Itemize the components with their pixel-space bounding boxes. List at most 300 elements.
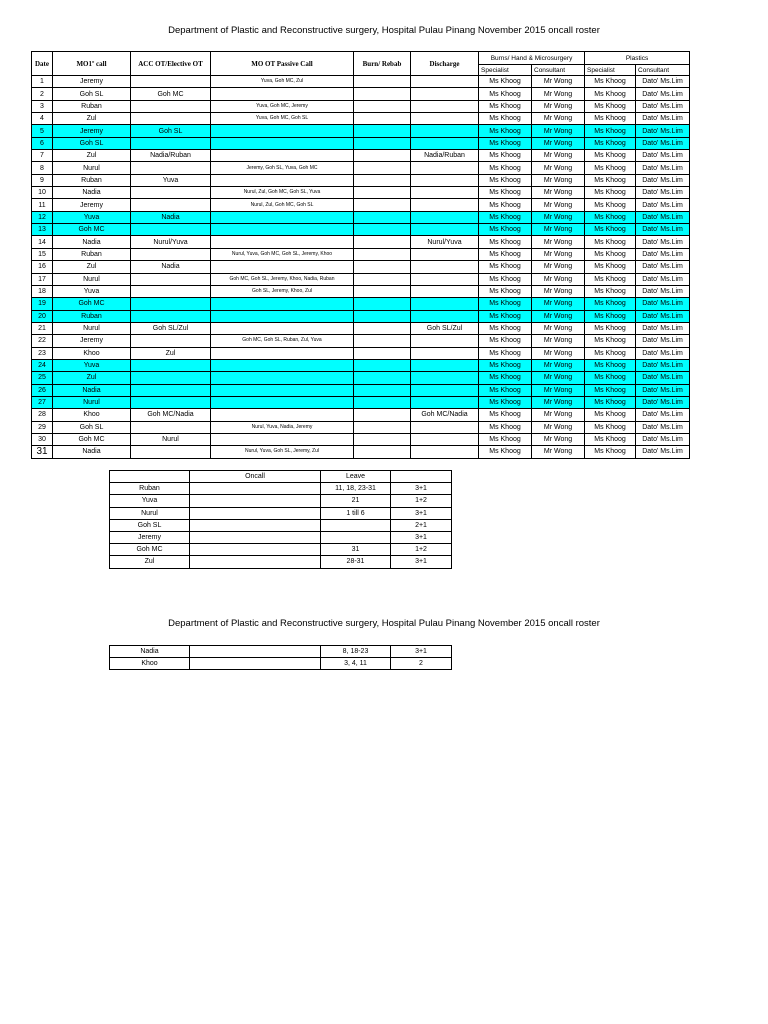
cell-burns-consultant: Mr Wong — [532, 137, 585, 149]
cell-plastics-consultant: Dato' Ms.Lim — [636, 421, 690, 433]
cell-burns-specialist: Ms Khoog — [479, 273, 532, 285]
header-plastics-group: Plastics — [585, 52, 690, 65]
cell-burns-consultant: Mr Wong — [532, 384, 585, 396]
cell-plastics-specialist: Ms Khoog — [585, 446, 636, 458]
cell-acc-ot: Goh SL/Zul — [131, 322, 211, 334]
cell-mo-ot-passive — [211, 137, 354, 149]
cell-date: 10 — [32, 187, 53, 199]
cell-discharge: Nurul/Yuva — [411, 236, 479, 248]
leave-cell-leave: 28-31 — [321, 556, 391, 568]
cell-plastics-consultant: Dato' Ms.Lim — [636, 88, 690, 100]
roster-row — [32, 273, 690, 285]
cell-discharge — [411, 433, 479, 445]
cell-date: 8 — [32, 162, 53, 174]
cell-plastics-specialist: Ms Khoog — [585, 384, 636, 396]
cell-discharge — [411, 396, 479, 408]
header-plastics-consultant: Consultant — [636, 65, 690, 76]
cell-burn-rebab — [354, 224, 411, 236]
page-title: Department of Plastic and Reconstructive surgery, Hospital Pulau Pinang November 2015 oncall roster — [168, 25, 600, 36]
leave-cell-name: Jeremy — [110, 531, 190, 543]
header-mo1-call: MO1º call — [53, 52, 131, 76]
roster-row — [32, 421, 690, 433]
cell-burn-rebab — [354, 187, 411, 199]
cell-burns-specialist: Ms Khoog — [479, 433, 532, 445]
roster-row — [32, 211, 690, 223]
cell-plastics-specialist: Ms Khoog — [585, 335, 636, 347]
cell-date: 26 — [32, 384, 53, 396]
leave-cell-leave — [321, 519, 391, 531]
roster-row — [32, 224, 690, 236]
cell-burns-specialist: Ms Khoog — [479, 310, 532, 322]
cell-plastics-consultant: Dato' Ms.Lim — [636, 433, 690, 445]
cell-date: 3 — [32, 100, 53, 112]
cell-burn-rebab — [354, 273, 411, 285]
roster-row — [32, 359, 690, 371]
leave2-cell-name: Khoo — [110, 658, 190, 670]
cell-burns-specialist: Ms Khoog — [479, 236, 532, 248]
cell-burns-consultant: Mr Wong — [532, 125, 585, 137]
cell-acc-ot — [131, 199, 211, 211]
cell-plastics-consultant: Dato' Ms.Lim — [636, 409, 690, 421]
cell-burns-consultant: Mr Wong — [532, 310, 585, 322]
cell-discharge — [411, 125, 479, 137]
cell-burns-consultant: Mr Wong — [532, 150, 585, 162]
leave-cell-name: Goh MC — [110, 544, 190, 556]
cell-discharge — [411, 248, 479, 260]
cell-date: 2 — [32, 88, 53, 100]
leave-cell-count: 1+2 — [391, 544, 452, 556]
cell-discharge — [411, 113, 479, 125]
cell-mo-ot-passive: Goh MC, Goh SL, Ruban, Zul, Yuva — [211, 335, 354, 347]
cell-burns-consultant: Mr Wong — [532, 359, 585, 371]
cell-plastics-specialist: Ms Khoog — [585, 150, 636, 162]
cell-burn-rebab — [354, 298, 411, 310]
roster-row — [32, 335, 690, 347]
cell-date: 1 — [32, 76, 53, 88]
cell-acc-ot: Nurul — [131, 433, 211, 445]
cell-discharge — [411, 347, 479, 359]
cell-mo-ot-passive — [211, 322, 354, 334]
page-title-repeat: Department of Plastic and Reconstructive surgery, Hospital Pulau Pinang November 2015 oncall roster — [168, 618, 600, 629]
cell-plastics-consultant: Dato' Ms.Lim — [636, 396, 690, 408]
cell-burn-rebab — [354, 162, 411, 174]
cell-date: 9 — [32, 174, 53, 186]
cell-discharge — [411, 224, 479, 236]
cell-plastics-consultant: Dato' Ms.Lim — [636, 359, 690, 371]
leave-row — [110, 556, 452, 568]
cell-discharge — [411, 100, 479, 112]
cell-mo-ot-passive — [211, 359, 354, 371]
cell-burns-consultant: Mr Wong — [532, 100, 585, 112]
leave-row — [110, 531, 452, 543]
cell-burns-specialist: Ms Khoog — [479, 174, 532, 186]
cell-discharge: Nadia/Ruban — [411, 150, 479, 162]
cell-burns-specialist: Ms Khoog — [479, 285, 532, 297]
cell-plastics-specialist: Ms Khoog — [585, 100, 636, 112]
cell-mo-ot-passive — [211, 372, 354, 384]
cell-plastics-specialist: Ms Khoog — [585, 372, 636, 384]
cell-burns-consultant: Mr Wong — [532, 273, 585, 285]
cell-burns-specialist: Ms Khoog — [479, 384, 532, 396]
cell-burns-specialist: Ms Khoog — [479, 261, 532, 273]
cell-date: 27 — [32, 396, 53, 408]
cell-mo1-call: Nadia — [53, 384, 131, 396]
cell-mo1-call: Nurul — [53, 396, 131, 408]
cell-mo-ot-passive — [211, 174, 354, 186]
cell-burn-rebab — [354, 137, 411, 149]
leave-cell-leave: 1 till 6 — [321, 507, 391, 519]
cell-mo1-call: Goh MC — [53, 433, 131, 445]
roster-row — [32, 248, 690, 260]
cell-date: 5 — [32, 125, 53, 137]
cell-discharge — [411, 310, 479, 322]
cell-acc-ot — [131, 372, 211, 384]
leave-row — [110, 519, 452, 531]
cell-burn-rebab — [354, 421, 411, 433]
roster-row — [32, 76, 690, 88]
cell-burns-specialist: Ms Khoog — [479, 125, 532, 137]
cell-burn-rebab — [354, 347, 411, 359]
cell-burns-consultant: Mr Wong — [532, 409, 585, 421]
cell-burns-specialist: Ms Khoog — [479, 150, 532, 162]
leave-cell-count: 3+1 — [391, 483, 452, 495]
roster-row — [32, 446, 690, 458]
leave2-row — [110, 646, 452, 658]
cell-mo-ot-passive: Yuva, Goh MC, Jeremy — [211, 100, 354, 112]
cell-discharge: Goh SL/Zul — [411, 322, 479, 334]
cell-acc-ot — [131, 113, 211, 125]
cell-date: 24 — [32, 359, 53, 371]
cell-plastics-specialist: Ms Khoog — [585, 224, 636, 236]
cell-mo1-call: Yuva — [53, 359, 131, 371]
roster-row — [32, 285, 690, 297]
leave2-cell-leave: 8, 18-23 — [321, 646, 391, 658]
cell-mo1-call: Goh MC — [53, 224, 131, 236]
leave-cell-name: Goh SL — [110, 519, 190, 531]
cell-burn-rebab — [354, 446, 411, 458]
cell-discharge — [411, 187, 479, 199]
roster-table — [31, 51, 690, 459]
cell-acc-ot — [131, 446, 211, 458]
header-specialist: Specialist — [479, 65, 532, 76]
cell-mo-ot-passive: Nurul, Yuva, Nadia, Jeremy — [211, 421, 354, 433]
cell-discharge — [411, 285, 479, 297]
leave-body — [110, 483, 452, 568]
cell-plastics-consultant: Dato' Ms.Lim — [636, 261, 690, 273]
cell-mo-ot-passive — [211, 347, 354, 359]
cell-acc-ot: Nadia — [131, 211, 211, 223]
cell-burn-rebab — [354, 248, 411, 260]
cell-burns-specialist: Ms Khoog — [479, 137, 532, 149]
cell-burns-specialist: Ms Khoog — [479, 187, 532, 199]
cell-discharge — [411, 261, 479, 273]
cell-plastics-consultant: Dato' Ms.Lim — [636, 125, 690, 137]
roster-row — [32, 100, 690, 112]
cell-acc-ot — [131, 298, 211, 310]
cell-discharge — [411, 298, 479, 310]
cell-burns-consultant: Mr Wong — [532, 322, 585, 334]
cell-burn-rebab — [354, 285, 411, 297]
leave-row — [110, 483, 452, 495]
cell-date: 16 — [32, 261, 53, 273]
cell-plastics-specialist: Ms Khoog — [585, 396, 636, 408]
cell-burns-consultant: Mr Wong — [532, 174, 585, 186]
cell-mo-ot-passive — [211, 224, 354, 236]
leave2-cell-oncall — [190, 646, 321, 658]
cell-mo-ot-passive: Nurul, Zul, Goh MC, Goh SL, Yuva — [211, 187, 354, 199]
cell-burns-specialist: Ms Khoog — [479, 248, 532, 260]
cell-burns-specialist: Ms Khoog — [479, 76, 532, 88]
cell-plastics-consultant: Dato' Ms.Lim — [636, 372, 690, 384]
leave-cell-name: Ruban — [110, 483, 190, 495]
cell-discharge — [411, 211, 479, 223]
cell-burn-rebab — [354, 310, 411, 322]
cell-mo1-call: Yuva — [53, 285, 131, 297]
cell-date: 15 — [32, 248, 53, 260]
leave-cell-count: 3+1 — [391, 507, 452, 519]
cell-acc-ot — [131, 137, 211, 149]
cell-burn-rebab — [354, 372, 411, 384]
cell-burns-specialist: Ms Khoog — [479, 421, 532, 433]
leave-cell-oncall — [190, 531, 321, 543]
cell-plastics-specialist: Ms Khoog — [585, 310, 636, 322]
cell-acc-ot — [131, 421, 211, 433]
cell-acc-ot: Goh SL — [131, 125, 211, 137]
cell-discharge: Goh MC/Nadia — [411, 409, 479, 421]
leave-cell-leave: 31 — [321, 544, 391, 556]
cell-mo-ot-passive — [211, 236, 354, 248]
cell-burns-specialist: Ms Khoog — [479, 88, 532, 100]
cell-plastics-consultant: Dato' Ms.Lim — [636, 137, 690, 149]
cell-burns-specialist: Ms Khoog — [479, 100, 532, 112]
header-burns-group: Burns/ Hand & Microsurgery — [479, 52, 585, 65]
roster-row — [32, 347, 690, 359]
cell-mo1-call: Yuva — [53, 211, 131, 223]
cell-mo-ot-passive — [211, 150, 354, 162]
leave-cell-oncall — [190, 495, 321, 507]
roster-row — [32, 162, 690, 174]
cell-acc-ot: Nurul/Yuva — [131, 236, 211, 248]
cell-mo-ot-passive — [211, 125, 354, 137]
cell-burns-consultant: Mr Wong — [532, 421, 585, 433]
cell-date: 29 — [32, 421, 53, 433]
roster-row — [32, 137, 690, 149]
leave-header-count — [391, 471, 452, 483]
cell-plastics-specialist: Ms Khoog — [585, 285, 636, 297]
cell-acc-ot — [131, 396, 211, 408]
leave2-cell-name: Nadia — [110, 646, 190, 658]
roster-row — [32, 150, 690, 162]
cell-plastics-consultant: Dato' Ms.Lim — [636, 298, 690, 310]
leave-cell-leave: 11, 18, 23-31 — [321, 483, 391, 495]
roster-row — [32, 372, 690, 384]
cell-date: 21 — [32, 322, 53, 334]
cell-acc-ot — [131, 310, 211, 322]
cell-date: 25 — [32, 372, 53, 384]
cell-acc-ot — [131, 359, 211, 371]
cell-mo1-call: Zul — [53, 261, 131, 273]
cell-acc-ot — [131, 384, 211, 396]
cell-burn-rebab — [354, 113, 411, 125]
cell-acc-ot — [131, 100, 211, 112]
roster-row — [32, 88, 690, 100]
cell-mo-ot-passive — [211, 298, 354, 310]
cell-plastics-consultant: Dato' Ms.Lim — [636, 236, 690, 248]
leave2-row — [110, 658, 452, 670]
cell-burns-specialist: Ms Khoog — [479, 211, 532, 223]
cell-plastics-consultant: Dato' Ms.Lim — [636, 199, 690, 211]
cell-burn-rebab — [354, 384, 411, 396]
leave2-cell-oncall — [190, 658, 321, 670]
cell-date: 22 — [32, 335, 53, 347]
header-date: Date — [32, 52, 53, 76]
cell-mo1-call: Zul — [53, 150, 131, 162]
cell-plastics-specialist: Ms Khoog — [585, 421, 636, 433]
cell-plastics-specialist: Ms Khoog — [585, 211, 636, 223]
cell-plastics-consultant: Dato' Ms.Lim — [636, 100, 690, 112]
cell-mo1-call: Jeremy — [53, 125, 131, 137]
cell-burns-consultant: Mr Wong — [532, 224, 585, 236]
cell-mo1-call: Ruban — [53, 310, 131, 322]
cell-acc-ot — [131, 273, 211, 285]
roster-row — [32, 113, 690, 125]
cell-burns-consultant: Mr Wong — [532, 396, 585, 408]
cell-burns-specialist: Ms Khoog — [479, 322, 532, 334]
cell-burn-rebab — [354, 396, 411, 408]
cell-plastics-consultant: Dato' Ms.Lim — [636, 248, 690, 260]
cell-discharge — [411, 421, 479, 433]
cell-mo-ot-passive — [211, 396, 354, 408]
cell-discharge — [411, 88, 479, 100]
cell-burns-consultant: Mr Wong — [532, 236, 585, 248]
leave-cell-oncall — [190, 544, 321, 556]
cell-date: 19 — [32, 298, 53, 310]
roster-row — [32, 298, 690, 310]
cell-burn-rebab — [354, 261, 411, 273]
roster-row — [32, 199, 690, 211]
cell-date: 31 — [32, 446, 53, 458]
cell-mo-ot-passive — [211, 409, 354, 421]
cell-burn-rebab — [354, 199, 411, 211]
cell-acc-ot: Nadia/Ruban — [131, 150, 211, 162]
cell-plastics-consultant: Dato' Ms.Lim — [636, 162, 690, 174]
cell-burns-consultant: Mr Wong — [532, 372, 585, 384]
cell-burns-consultant: Mr Wong — [532, 76, 585, 88]
leave-cell-oncall — [190, 483, 321, 495]
cell-burns-specialist: Ms Khoog — [479, 162, 532, 174]
cell-burns-consultant: Mr Wong — [532, 187, 585, 199]
roster-row — [32, 433, 690, 445]
leave2-cell-leave: 3, 4, 11 — [321, 658, 391, 670]
cell-burns-specialist: Ms Khoog — [479, 446, 532, 458]
cell-burns-consultant: Mr Wong — [532, 211, 585, 223]
cell-mo-ot-passive: Jeremy, Goh SL, Yuva, Goh MC — [211, 162, 354, 174]
cell-date: 7 — [32, 150, 53, 162]
cell-mo-ot-passive: Yuva, Goh MC, Goh SL — [211, 113, 354, 125]
cell-burn-rebab — [354, 150, 411, 162]
cell-plastics-specialist: Ms Khoog — [585, 433, 636, 445]
cell-burns-specialist: Ms Khoog — [479, 409, 532, 421]
cell-burns-consultant: Mr Wong — [532, 199, 585, 211]
roster-row — [32, 236, 690, 248]
leave-header-name — [110, 471, 190, 483]
leave-cell-oncall — [190, 556, 321, 568]
leave-table — [109, 470, 452, 569]
cell-date: 6 — [32, 137, 53, 149]
cell-burn-rebab — [354, 174, 411, 186]
cell-plastics-consultant: Dato' Ms.Lim — [636, 384, 690, 396]
leave-cell-name: Zul — [110, 556, 190, 568]
cell-discharge — [411, 174, 479, 186]
cell-mo-ot-passive: Nurul, Zul, Goh MC, Goh SL — [211, 199, 354, 211]
cell-plastics-specialist: Ms Khoog — [585, 347, 636, 359]
cell-acc-ot — [131, 162, 211, 174]
leave-table-continued — [109, 645, 452, 670]
leave-row — [110, 507, 452, 519]
cell-acc-ot — [131, 76, 211, 88]
header-burn-rebab: Burn/ Rebab — [354, 52, 411, 76]
cell-date: 23 — [32, 347, 53, 359]
cell-mo-ot-passive: Yuva, Goh MC, Zul — [211, 76, 354, 88]
cell-plastics-consultant: Dato' Ms.Lim — [636, 335, 690, 347]
cell-discharge — [411, 162, 479, 174]
cell-mo1-call: Jeremy — [53, 199, 131, 211]
leave-cell-oncall — [190, 507, 321, 519]
cell-acc-ot: Zul — [131, 347, 211, 359]
roster-row — [32, 125, 690, 137]
leave-cell-oncall — [190, 519, 321, 531]
cell-burn-rebab — [354, 211, 411, 223]
cell-mo-ot-passive: Nurul, Yuva, Goh MC, Goh SL, Jeremy, Khoo — [211, 248, 354, 260]
leave-row — [110, 544, 452, 556]
header-plastics-specialist: Specialist — [585, 65, 636, 76]
cell-mo-ot-passive: Goh MC, Goh SL, Jeremy, Khoo, Nadia, Ruban — [211, 273, 354, 285]
leave-cell-name: Yuva — [110, 495, 190, 507]
cell-mo-ot-passive — [211, 433, 354, 445]
cell-plastics-consultant: Dato' Ms.Lim — [636, 150, 690, 162]
cell-date: 4 — [32, 113, 53, 125]
header-consultant: Consultant — [532, 65, 585, 76]
cell-plastics-consultant: Dato' Ms.Lim — [636, 174, 690, 186]
cell-burns-specialist: Ms Khoog — [479, 396, 532, 408]
cell-discharge — [411, 273, 479, 285]
cell-mo1-call: Goh SL — [53, 421, 131, 433]
cell-plastics-consultant: Dato' Ms.Lim — [636, 285, 690, 297]
cell-plastics-specialist: Ms Khoog — [585, 125, 636, 137]
cell-burns-consultant: Mr Wong — [532, 248, 585, 260]
cell-mo1-call: Khoo — [53, 409, 131, 421]
cell-date: 17 — [32, 273, 53, 285]
leave2-cell-count: 2 — [391, 658, 452, 670]
roster-row — [32, 384, 690, 396]
cell-plastics-specialist: Ms Khoog — [585, 248, 636, 260]
leave-row — [110, 495, 452, 507]
cell-discharge — [411, 384, 479, 396]
cell-date: 13 — [32, 224, 53, 236]
cell-plastics-specialist: Ms Khoog — [585, 137, 636, 149]
cell-mo-ot-passive: Goh SL, Jeremy, Khoo, Zul — [211, 285, 354, 297]
cell-date: 28 — [32, 409, 53, 421]
cell-mo1-call: Nurul — [53, 273, 131, 285]
cell-burns-consultant: Mr Wong — [532, 261, 585, 273]
cell-mo1-call: Goh MC — [53, 298, 131, 310]
cell-plastics-consultant: Dato' Ms.Lim — [636, 211, 690, 223]
cell-burn-rebab — [354, 359, 411, 371]
cell-date: 12 — [32, 211, 53, 223]
leave-cell-name: Nurul — [110, 507, 190, 519]
cell-burns-specialist: Ms Khoog — [479, 359, 532, 371]
cell-plastics-consultant: Dato' Ms.Lim — [636, 187, 690, 199]
